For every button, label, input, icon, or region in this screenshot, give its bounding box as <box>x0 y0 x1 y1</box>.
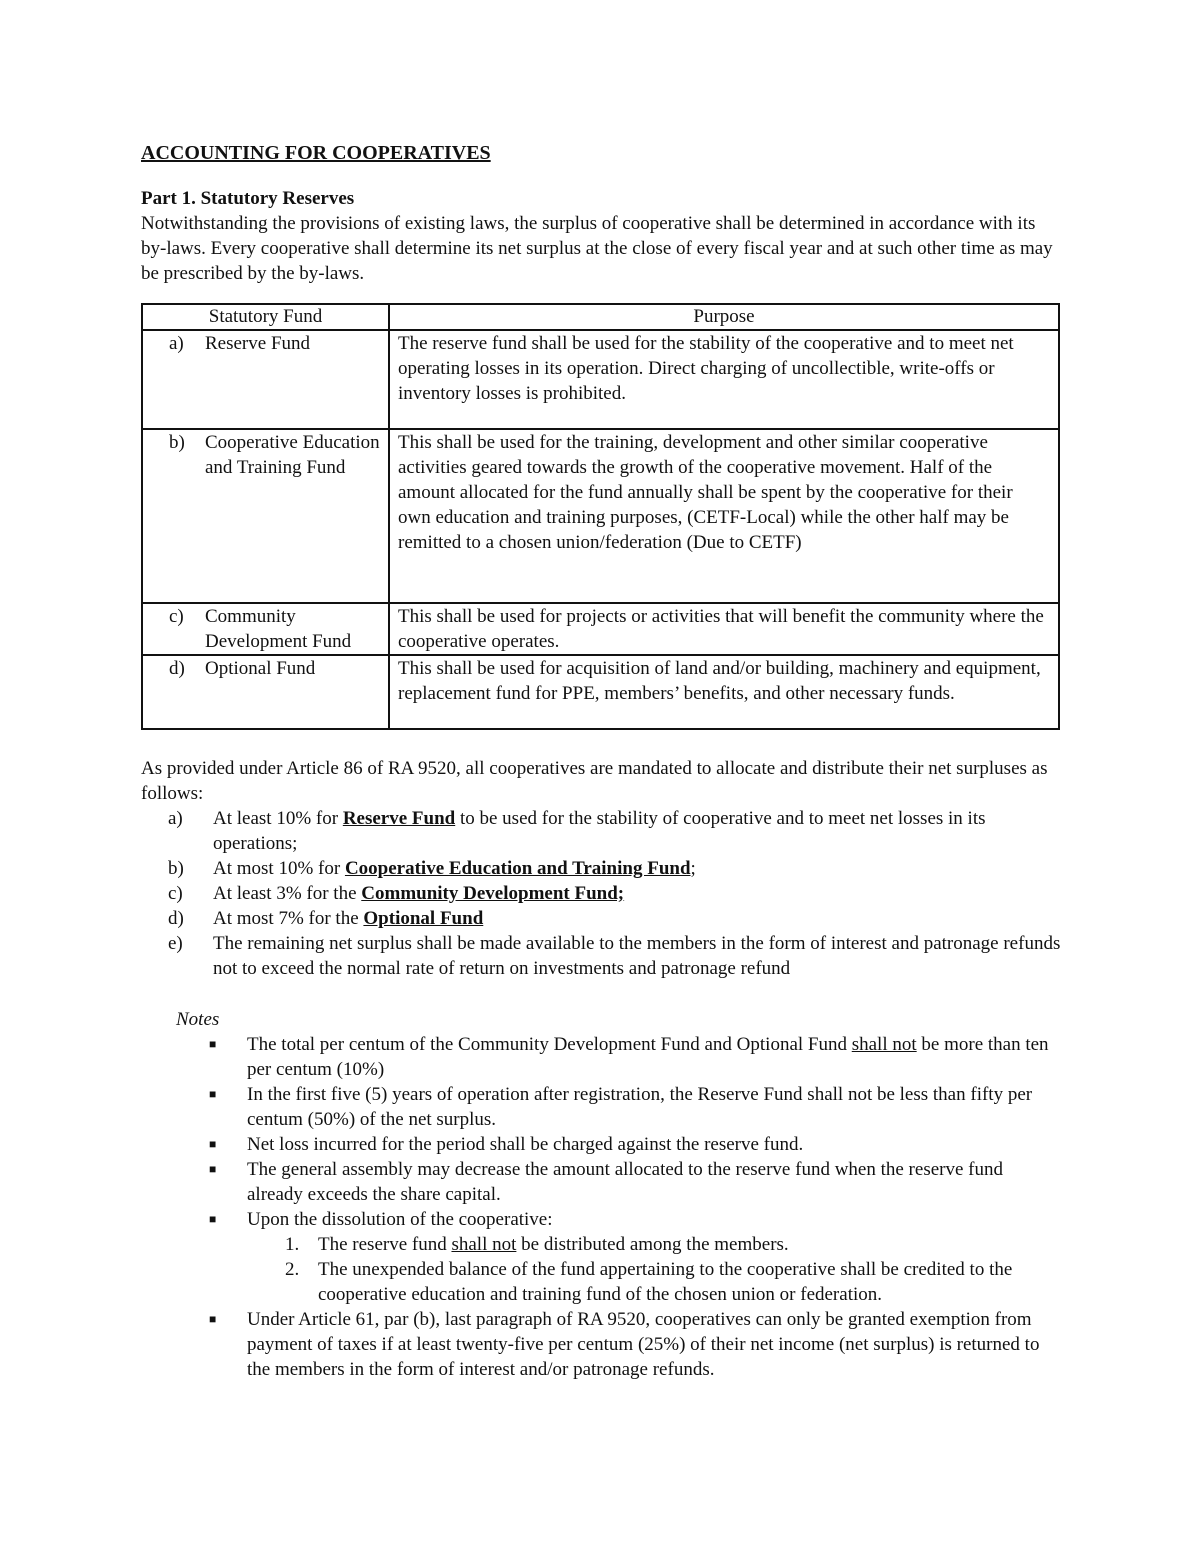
fund-name: Optional Fund <box>205 658 316 679</box>
row-letter: b) <box>169 432 185 453</box>
notes-label: Notes <box>176 1009 220 1030</box>
item-letter: d) <box>168 908 184 929</box>
bullet-icon: ■ <box>209 1137 217 1151</box>
note-text: Upon the dissolution of the cooperative: <box>247 1209 553 1230</box>
part-heading: Part 1. Statutory Reserves <box>141 188 355 209</box>
list-item <box>141 881 1061 906</box>
fund-emphasis: Reserve Fund <box>342 808 456 829</box>
bullet-icon: ■ <box>209 1312 217 1326</box>
fund-purpose: This shall be used for projects or activities that will benefit the community where the cooperative operates. <box>389 603 1059 655</box>
item-number: 1. <box>285 1234 300 1255</box>
bullet-icon: ■ <box>209 1162 217 1176</box>
note-text: Net loss incurred for the period shall be charged against the reserve fund. <box>247 1134 804 1155</box>
list-item <box>141 806 1061 856</box>
list-item <box>247 1232 1061 1257</box>
fund-name: Cooperative Education and Training Fund <box>205 432 380 478</box>
item-text: The remaining net surplus shall be made available to the members in the form of interest and patronage refunds not to exceed the normal rate of return on investments and patronage refund <box>213 933 1061 979</box>
fund-name: Reserve Fund <box>205 333 311 354</box>
row-letter: c) <box>169 606 184 627</box>
fund-emphasis: Community Development Fund; <box>361 883 625 904</box>
list-item <box>141 856 1061 881</box>
bullet-icon: ■ <box>209 1212 217 1226</box>
document-title: ACCOUNTING FOR COOPERATIVES <box>141 142 491 164</box>
allocation-list <box>141 806 1061 981</box>
note-text: The reserve fund <box>318 1234 452 1255</box>
list-item <box>141 1207 1061 1307</box>
note-text: be more than ten per centum (10%) <box>247 1034 1049 1080</box>
intro-paragraph: Notwithstanding the provisions of existing laws, the surplus of cooperative shall be determined in accordance with its by-laws. Every cooperative shall determine its net surplus at the close of every fiscal year and at such other time as may be prescribed by the by-laws. <box>141 213 1053 284</box>
item-letter: a) <box>168 808 183 829</box>
fund-purpose: The reserve fund shall be used for the stability of the cooperative and to meet net operating losses in its operation. Direct charging of uncollectible, write-offs or inventory losses is prohibited. <box>389 330 1059 429</box>
table-row <box>142 429 1059 603</box>
item-text: At most 7% for the <box>213 908 364 929</box>
fund-purpose: This shall be used for acquisition of land and/or building, machinery and equipment, replacement fund for PPE, members’ benefits, and other necessary funds. <box>389 655 1059 729</box>
list-item <box>141 1032 1061 1082</box>
fund-name: Community Development Fund <box>205 606 352 652</box>
list-item <box>141 1157 1061 1207</box>
item-text: At most 10% for <box>213 858 345 879</box>
document-page <box>141 141 1061 1382</box>
note-text: The general assembly may decrease the amount allocated to the reserve fund when the reserve fund already exceeds the share capital. <box>247 1159 1003 1205</box>
statutory-fund-table <box>141 303 1060 730</box>
header-purpose: Purpose <box>389 304 1059 330</box>
row-letter: a) <box>169 333 184 354</box>
dissolution-list <box>247 1232 1061 1307</box>
row-letter: d) <box>169 658 185 679</box>
item-text: to be used for the stability of cooperative and to meet net losses in its operations; <box>213 808 986 854</box>
item-text: At least 10% for <box>213 808 343 829</box>
list-item <box>141 1082 1061 1132</box>
item-text: ; <box>690 858 696 879</box>
table-row <box>142 330 1059 429</box>
list-item <box>247 1257 1061 1307</box>
item-letter: e) <box>168 933 183 954</box>
header-statutory-fund: Statutory Fund <box>142 304 389 330</box>
bullet-icon: ■ <box>209 1037 217 1051</box>
list-item <box>141 931 1061 981</box>
note-text: be distributed among the members. <box>516 1234 789 1255</box>
item-text: At least 3% for the <box>213 883 362 904</box>
note-text: The unexpended balance of the fund appertaining to the cooperative shall be credited to the cooperative education and training fund of the chosen union or federation. <box>318 1259 1013 1305</box>
item-letter: b) <box>168 858 184 879</box>
allocation-intro: As provided under Article 86 of RA 9520, all cooperatives are mandated to allocate and distribute their net surpluses as follows: <box>141 758 1048 804</box>
fund-emphasis: Cooperative Education and Training Fund <box>344 858 691 879</box>
underlined-text: shall not <box>851 1034 917 1055</box>
underlined-text: shall not <box>451 1234 517 1255</box>
list-item <box>141 906 1061 931</box>
table-row <box>142 655 1059 729</box>
table-row <box>142 603 1059 655</box>
notes-list <box>141 1032 1061 1382</box>
table-header-row <box>142 304 1059 330</box>
note-text: In the first five (5) years of operation after registration, the Reserve Fund shall not be less than fifty per centum (50%) of the net surplus. <box>247 1084 1033 1130</box>
fund-purpose: This shall be used for the training, development and other similar cooperative activities geared towards the growth of the cooperative movement. Half of the amount allocated for the fund annually shall be spent by the cooperative for their own education and training purposes, (CETF-Local) while the other half may be remitted to a chosen union/federation (Due to CETF) <box>389 429 1059 603</box>
list-item <box>141 1307 1061 1382</box>
bullet-icon: ■ <box>209 1087 217 1101</box>
fund-emphasis: Optional Fund <box>363 908 484 929</box>
list-item <box>141 1132 1061 1157</box>
note-text: Under Article 61, par (b), last paragraph of RA 9520, cooperatives can only be granted exemption from payment of taxes if at least twenty-five per centum (25%) of their net income (net surplus) is returned to the members in the form of interest and/or patronage refunds. <box>247 1309 1040 1380</box>
item-number: 2. <box>285 1259 300 1280</box>
item-letter: c) <box>168 883 183 904</box>
note-text: The total per centum of the Community Development Fund and Optional Fund <box>247 1034 852 1055</box>
